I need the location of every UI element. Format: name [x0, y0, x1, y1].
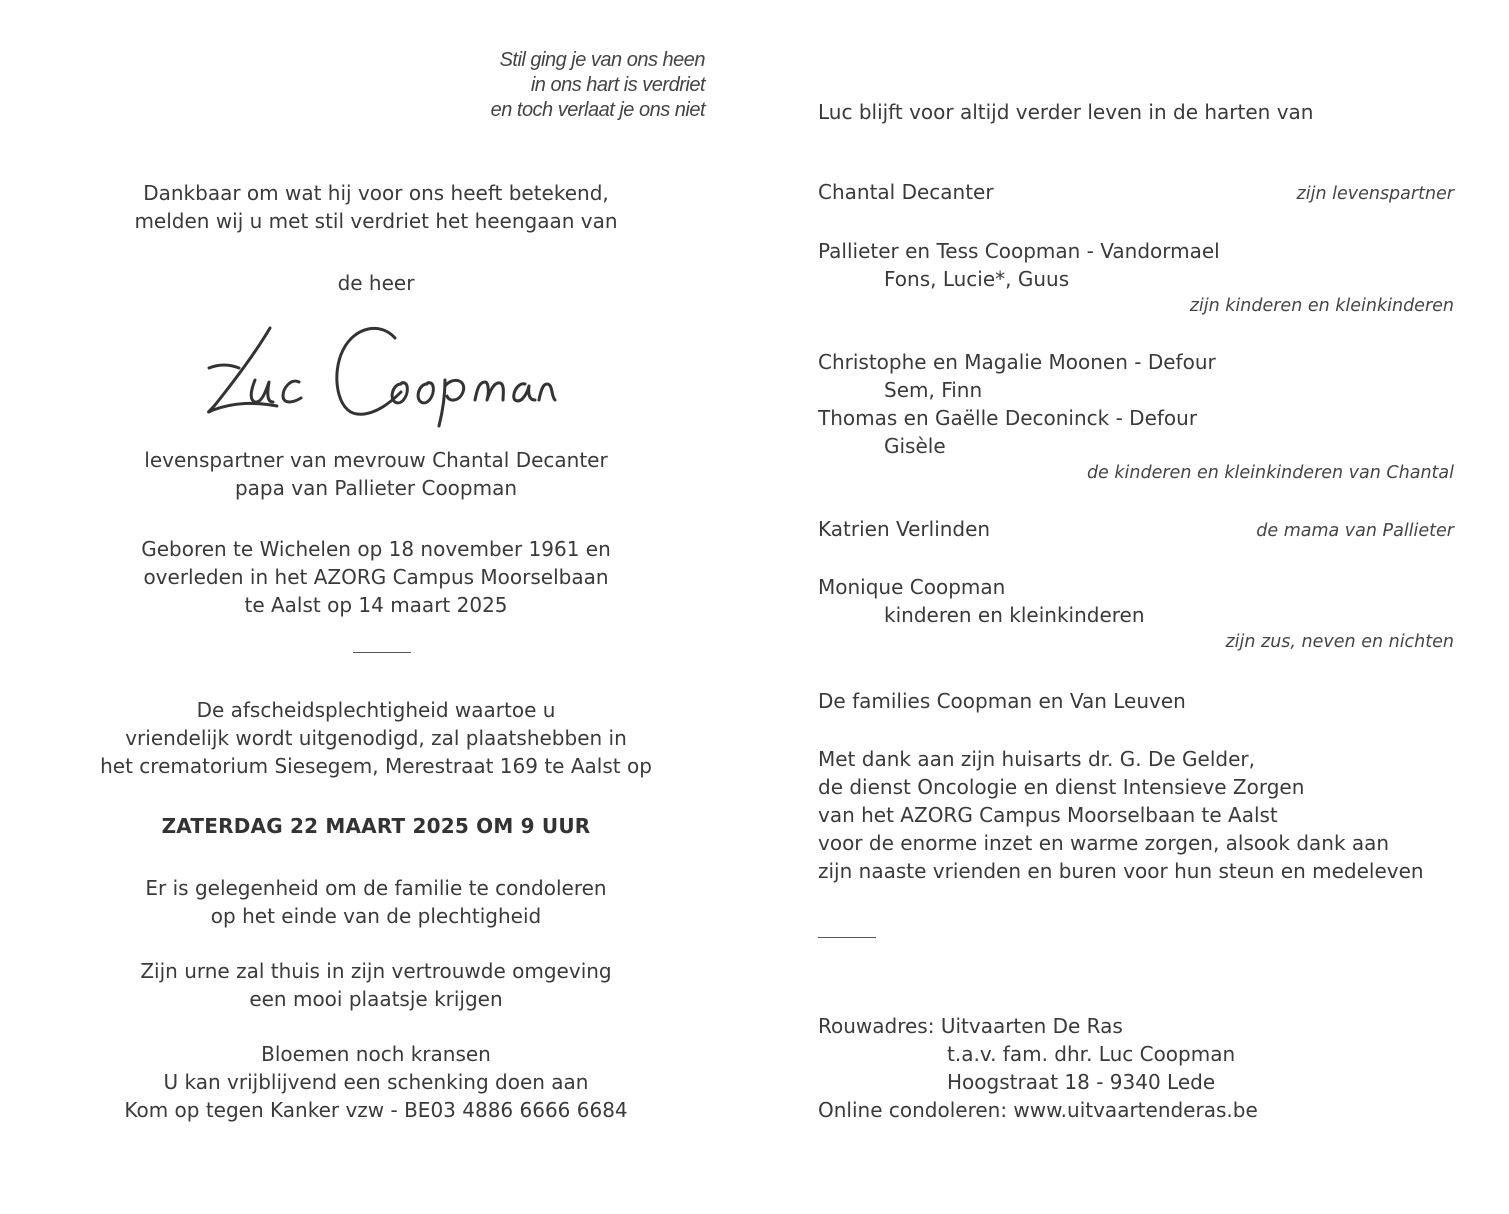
family-name: Chantal Decanter: [818, 180, 994, 204]
ceremony: [40, 696, 712, 780]
family-pallieter: [818, 237, 1454, 319]
title: de heer: [337, 271, 415, 295]
condolences-line: Er is gelegenheid om de familie te condoleren: [145, 876, 607, 900]
thanks-line: Met dank aan zijn huisarts dr. G. De Gelder,: [818, 747, 1255, 771]
poem-line: en toch verlaat je ons niet: [490, 99, 705, 121]
address-line: Hoogstraat 18 - 9340 Lede: [947, 1070, 1216, 1094]
online-condolences: Online condoleren: www.uitvaartenderas.be: [818, 1098, 1258, 1122]
family-monique: [818, 573, 1454, 655]
urn: [40, 957, 712, 1013]
thanks: [818, 745, 1454, 885]
thanks-line: van het AZORG Campus Moorselbaan te Aalst: [818, 803, 1278, 827]
intro: [40, 179, 712, 235]
family-role: zijn kinderen en kleinkinderen: [1189, 296, 1454, 316]
address-line: t.a.v. fam. dhr. Luc Coopman: [947, 1042, 1236, 1066]
birth-death-line: te Aalst op 14 maart 2025: [244, 593, 508, 617]
birth-death-line: overleden in het AZORG Campus Moorselbaan: [143, 565, 609, 589]
poem-line: Stil ging je van ons heen: [499, 49, 705, 71]
family-children: Sem, Finn: [884, 378, 983, 402]
thanks-line: de dienst Oncologie en dienst Intensieve Zorgen: [818, 775, 1305, 799]
ceremony-line: De afscheidsplechtigheid waartoe u: [196, 698, 556, 722]
poem: [491, 48, 705, 123]
intro-line: melden wij u met stil verdriet het heengaan van: [134, 209, 618, 233]
family-chantal: [818, 178, 1454, 207]
family-name: Pallieter en Tess Coopman - Vandormael: [818, 239, 1220, 263]
family-christophe-thomas: [818, 348, 1454, 486]
urn-line: een mooi plaatsje krijgen: [249, 987, 503, 1011]
family-families: De families Coopman en Van Leuven: [818, 689, 1186, 713]
relation-line: levenspartner van mevrouw Chantal Decanter: [144, 448, 608, 472]
intro-line: Dankbaar om wat hij voor ons heeft betekend,: [143, 181, 609, 205]
poem-line: in ons hart is verdriet: [530, 74, 705, 96]
flowers-line: Bloemen noch kransen: [261, 1042, 491, 1066]
relations: [40, 446, 712, 502]
birth-death-line: Geboren te Wichelen op 18 november 1961 en: [141, 537, 611, 561]
name-signature: [195, 310, 565, 430]
family-role: de kinderen en kleinkinderen van Chantal: [1086, 463, 1454, 483]
ceremony-line: vriendelijk wordt uitgenodigd, zal plaatshebben in: [125, 726, 627, 750]
thanks-line: voor de enorme inzet en warme zorgen, alsook dank aan: [818, 831, 1390, 855]
address-label: Rouwadres: Uitvaarten De Ras: [818, 1014, 1123, 1038]
condolences: [40, 874, 712, 930]
ceremony-line: het crematorium Siesegem, Merestraat 169 te Aalst op: [100, 754, 652, 778]
family-role: zijn zus, neven en nichten: [1225, 632, 1454, 652]
birth-death: [40, 535, 712, 619]
flowers-line: Kom op tegen Kanker vzw - BE03 4886 6666 6684: [124, 1098, 628, 1122]
separator-right: [818, 937, 876, 938]
flowers: [40, 1040, 712, 1124]
family-name: Thomas en Gaëlle Deconinck - Defour: [818, 406, 1198, 430]
family-name: Christophe en Magalie Moonen - Defour: [818, 350, 1216, 374]
right-intro: Luc blijft voor altijd verder leven in de harten van: [818, 100, 1314, 124]
ceremony-date: ZATERDAG 22 MAART 2025 OM 9 UUR: [161, 814, 591, 838]
separator-left: [353, 652, 411, 653]
family-name: Monique Coopman: [818, 575, 1006, 599]
family-children: Fons, Lucie*, Guus: [884, 267, 1070, 291]
address: [818, 1012, 1454, 1124]
family-children: kinderen en kleinkinderen: [884, 603, 1145, 627]
flowers-line: U kan vrijblijvend een schenking doen aan: [163, 1070, 589, 1094]
urn-line: Zijn urne zal thuis in zijn vertrouwde omgeving: [140, 959, 612, 983]
family-role: de mama van Pallieter: [1256, 521, 1454, 541]
family-children: Gisèle: [884, 434, 946, 458]
thanks-line: zijn naaste vrienden en buren voor hun steun en medeleven: [818, 859, 1424, 883]
family-role: zijn levenspartner: [1296, 184, 1454, 204]
condolences-line: op het einde van de plechtigheid: [210, 904, 542, 928]
family-katrien: [818, 515, 1454, 544]
relation-line: papa van Pallieter Coopman: [234, 476, 518, 500]
family-name: Katrien Verlinden: [818, 517, 991, 541]
